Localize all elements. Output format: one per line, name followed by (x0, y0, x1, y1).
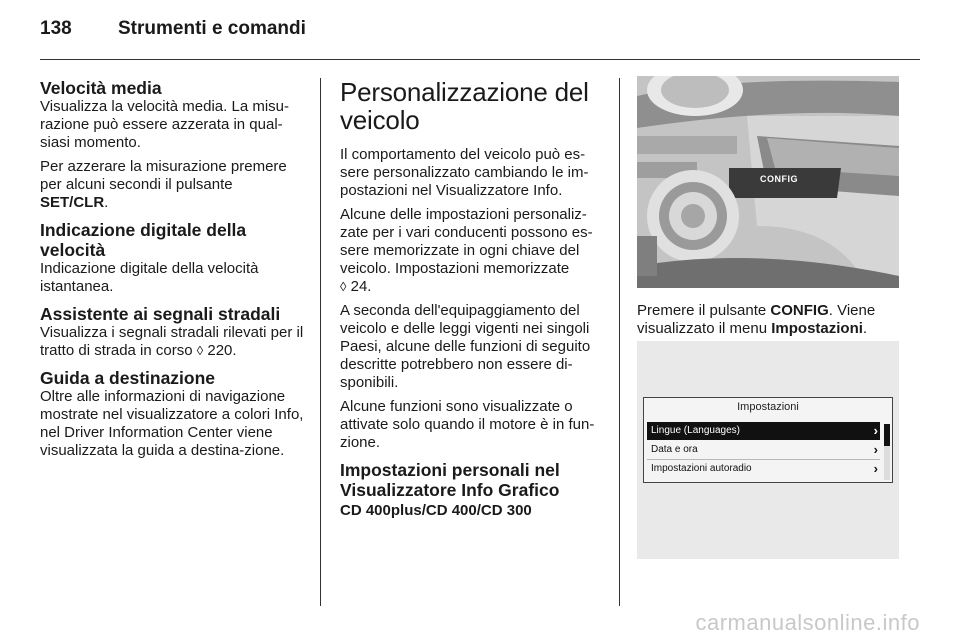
settings-menu (643, 397, 893, 483)
heading-personal-settings: Impostazioni personali nel Visualizzatore Info Grafico (340, 460, 560, 500)
menu-item-date-time[interactable]: Data e ora › (647, 441, 880, 460)
chevron-right-icon: › (873, 423, 878, 438)
paragraph: Alcune delle impostazioni personaliz-zate per i vari conducenti possono es-sere memorizzate in ogni chiave del veicolo. Impostazioni memorizzate ◊ 24. (340, 206, 593, 295)
paragraph: Visualizza i segnali stradali rilevati per il tratto di strada in corso ◊ 220. (40, 324, 304, 359)
page-header (40, 18, 306, 40)
caption-settings-menu: Impostazioni (771, 320, 863, 337)
column-left (40, 78, 306, 466)
paragraph: Indicazione digitale della velocità istantanea. (40, 260, 259, 295)
paragraph: Il comportamento del veicolo può es-sere personalizzato cambiando le im-postazioni nel Visualizzatore Info. (340, 146, 589, 199)
paragraph: Alcune funzioni sono visualizzate o attivate solo quando il motore è in fun-zione. (340, 398, 595, 451)
button-name-set-clr: SET/CLR (40, 194, 105, 211)
heading-vehicle-personalisation: Personalizzazione del veicolo (340, 77, 589, 135)
heading-average-speed: Velocità media (40, 78, 162, 98)
paragraph: A seconda dell'equipaggiamento del veicolo e delle leggi vigenti nei singoli Paesi, alcune delle funzioni di seguito descritte potrebbero non essere di-sponibili. (340, 302, 591, 391)
caption-config: CONFIG (770, 302, 829, 319)
heading-route-guidance: Guida a destinazione (40, 368, 216, 388)
chevron-right-icon: › (873, 442, 878, 457)
reference-icon: ◊ (340, 279, 347, 294)
page-number: 138 (40, 18, 72, 39)
paragraph: Oltre alle informazioni di navigazione mostrate nel visualizzatore a colori Info, nel Driver Information Center viene visualizzata la guida a destina-zione. (40, 388, 304, 459)
config-button-label: CONFIG (760, 174, 798, 184)
menu-item-radio-settings[interactable]: Impostazioni autoradio › (651, 461, 878, 476)
scrollbar-thumb[interactable] (884, 424, 890, 446)
paragraph: Per azzerare la misurazione premere per alcuni secondi il pulsante SET/CLR. (40, 158, 287, 211)
column-divider-left (320, 78, 321, 606)
page-reference-link[interactable]: 24. (350, 278, 372, 295)
page-reference-link[interactable]: 220. (207, 342, 237, 359)
paragraph: Visualizza la velocità media. La misu-razione può essere azzerata in qual-siasi momento. (40, 98, 290, 151)
settings-menu-title: Impostazioni (737, 401, 799, 413)
column-divider-right (619, 78, 620, 606)
models-line: CD 400plus/CD 400/CD 300 (340, 502, 532, 519)
chevron-right-icon: › (873, 461, 878, 476)
heading-traffic-sign-assistant: Assistente ai segnali stradali (40, 304, 281, 324)
menu-item-languages[interactable]: Lingue (Languages) › (647, 422, 880, 440)
column-middle (340, 78, 604, 526)
watermark: carmanualsonline.info (695, 610, 920, 635)
menu-scrollbar[interactable] (884, 424, 890, 480)
figure-caption: Premere il pulsante CONFIG. Viene visualizzato il menu Impostazioni. (637, 302, 876, 337)
dashboard-photo (637, 76, 899, 288)
heading-digital-speed: Indicazione digitale della velocità (40, 220, 247, 260)
settings-menu-screenshot (637, 341, 899, 559)
page-title: Strumenti e comandi (118, 18, 306, 39)
header-rule (40, 59, 920, 60)
reference-icon: ◊ (196, 343, 204, 358)
